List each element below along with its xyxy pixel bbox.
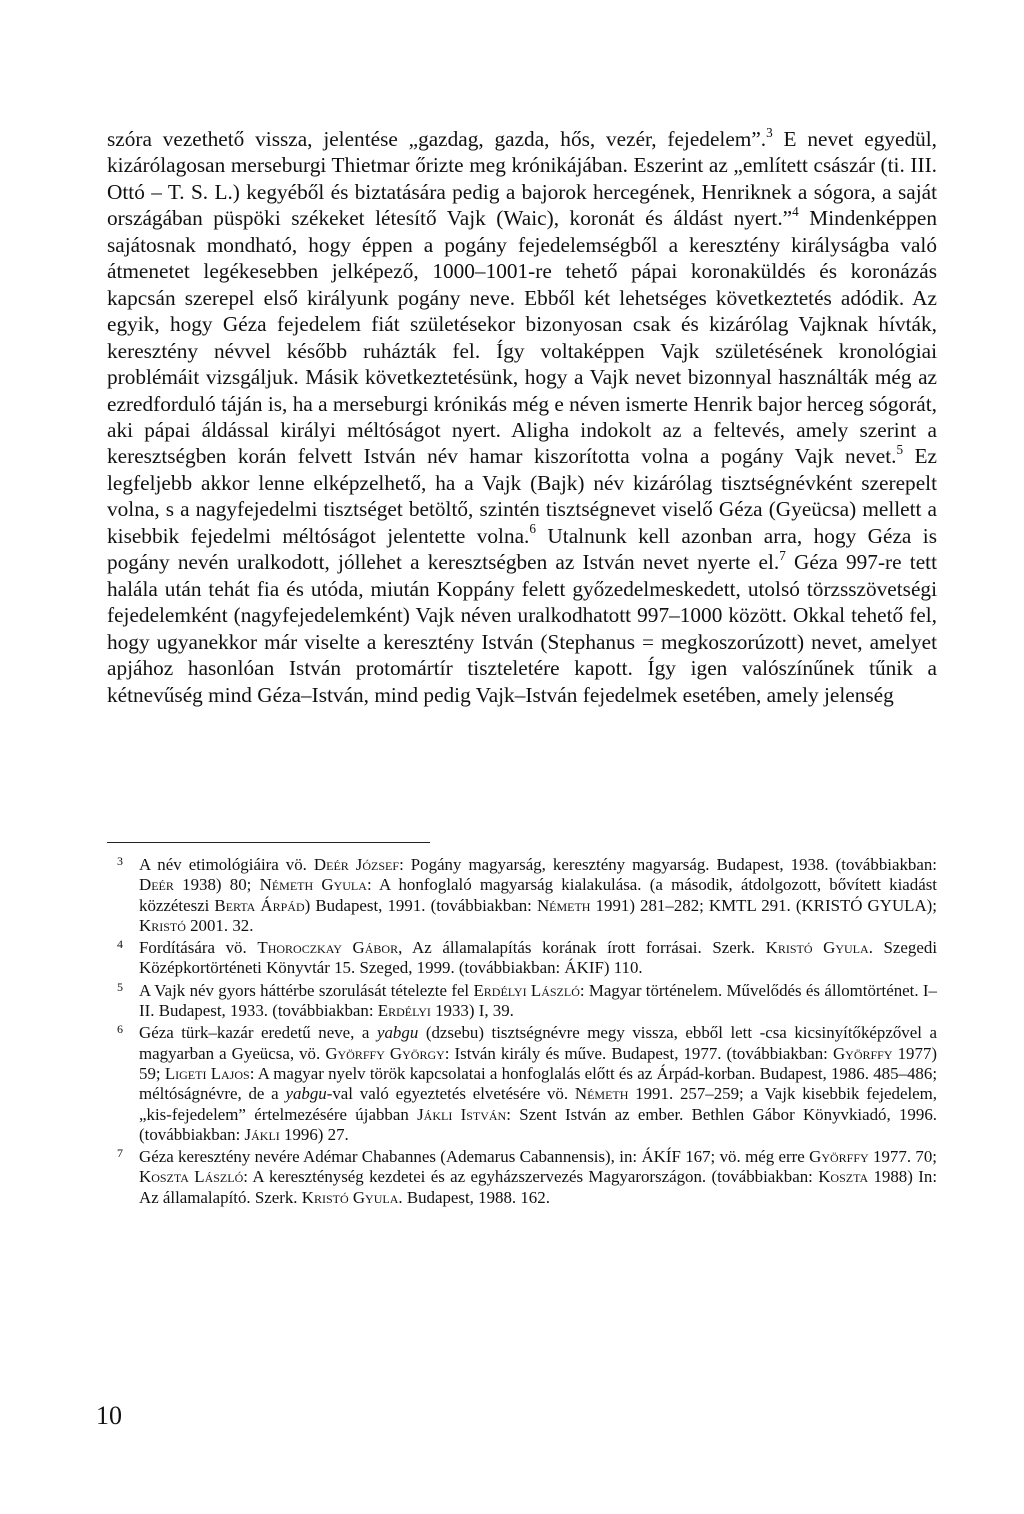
body-paragraph: szóra vezethető vissza, jelentése „gazdag, gazda, hős, vezér, fejedelem”.$^3$ E nevet egyedül, kizárólagosan merseburgi Thietmar őrizte meg krónikájában. Eszerint az „említett császár (ti. III. Ottó – T. S. L.) kegyéből és biztatására pedig a bajorok hercegének, Henriknek a sógora, a saját országában püspöki székeket létesítő Vajk (Waic), koronát és áldást nyert.”$^4$ Mindenképpen sajátosnak mondható, hogy éppen a pogány fejedelemségből a keresztény királyságba való átmenetet legékesebben jelképező, 1000–1001-re tehető pápai koronaküldés és koronázás kapcsán szerepel első királyunk pogány neve. Ebből két lehetséges következtetés adódik. Az egyik, hogy Géza fejedelem fiát születésekor bizonyosan csak és kizárólag Vajknak hívták, keresztény névvel később ruházták fel. Így voltaképpen Vajk születésének kronológiai problémáit vizsgáljuk. Másik következtetésünk, hogy a Vajk nevet bizonnyal használták még az ezredforduló táján is, ha a merseburgi krónikás még e néven ismerte Henrik bajor herceg sógorát, aki pápai áldással királyi méltóságot nyert. Aligha indokolt az a feltevés, amely szerint a keresztségben korán felvett István név hamar kiszorította volna a pogány Vajk nevet.$^5$ Ez legfeljebb akkor lenne elképzelhető, ha a Vajk (Bajk) név kizárólag tisztségnévként szerepelt volna, s a nagyfejedelmi tisztséget betöltő, szintén tisztségnevet viselő Géza (Gyeücsa) mellett a kisebbik fejedelmi méltóságot jelentette volna.$^6$ Utalnunk kell azonban arra, hogy Géza is pogány nevén uralkodott, jóllehet a keresztségben az István nevet nyerte el.$^7$ Géza 997-re tett halála után tehát fia és utóda, miután Koppány felett győzedelmeskedett, utolsó törzsszövetségi fejedelemként (nagyfejedelemként) Vajk néven uralkodhatott 997–1000 között. Okkal tehető fel, hogy ugyanekkor már viselte a keresztény István (Stephanus = megkoszorúzott) nevet, amelyet apjához hasonlóan István protomártír tiszteletére kapott. Így igen valószínűnek tűnik a kétnevűség mind Géza–István, mind pedig Vajk–István fejedelmek esetében, amely jelenség	[107, 124, 938, 707]
footnote-ref-5: 5	[896, 442, 904, 458]
footnote-author-name: Györffy	[832, 1043, 893, 1063]
footnote-author-name: Koszta	[818, 1167, 869, 1187]
footnote-author-name: Thoroczkay Gábor	[257, 938, 399, 958]
footnote-number: 7	[117, 1146, 123, 1161]
footnote-author-name: Koszta László	[139, 1167, 244, 1187]
footnote-number: 3	[117, 854, 123, 868]
footnotes	[107, 855, 937, 1210]
footnote-separator	[107, 842, 430, 843]
footnote-author-name: Györffy	[809, 1147, 869, 1167]
footnote-author-name: Németh	[536, 895, 591, 915]
footnote-author-name: Németh Gyula	[259, 875, 367, 895]
body-text	[107, 126, 937, 708]
footnote-number: 6	[117, 1022, 123, 1037]
footnote-3: 3 A név etimológiáira vö. Deér József: Pogány magyarság, keresztény magyarság. Budapest, 1938. (továbbiakban: Deér 1938) 80; Németh Gyula: A honfoglaló magyarság kialakulása. (a második, átdolgozott, bővített kiadást közzéteszi Berta Árpád) Budapest, 1991. (továbbiakban: Németh 1991) 281–282; KMTL 291. (KRISTÓ GYULA); Kristó 2001. 32.	[107, 855, 937, 936]
footnote-author-name: Györffy György	[325, 1043, 445, 1063]
footnote-6: 6 Géza türk–kazár eredetű neve, a yabgu (dzsebu) tisztségnévre megy vissza, ebből lett -csa kicsinyítőképzővel a magyarban a Gyeücsa, vö. Györffy György: István király és műve. Budapest, 1977. (továbbiakban: Györffy 1977) 59; Ligeti Lajos: A magyar nyelv török kapcsolatai a honfoglalás előtt és az Árpád-korban. Budapest, 1986. 485–486; méltóságnévre, de a yabgu-val való egyeztetés elvetésére vö. Németh 1991. 257–259; a Vajk kisebbik fejedelem, „kis-fejedelem” értelmezésére újabban Jákli István: Szent István az ember. Bethlen Gábor Könyvkiadó, 1996. (továbbiakban: Jákli 1996) 27.	[107, 1023, 937, 1145]
footnote-author-name: Németh	[574, 1084, 629, 1104]
page-number: 10	[96, 1401, 122, 1430]
footnote-author-name: Ligeti Lajos	[164, 1063, 250, 1083]
footnote-author-name: Erdélyi	[377, 1001, 431, 1021]
footnote-4: 4 Fordítására vö. Thoroczkay Gábor, Az államalapítás korának írott forrásai. Szerk. Kristó Gyula. Szegedi Középkortörténeti Könyvtár 15. Szeged, 1999. (továbbiakban: ÁKIF) 110.	[107, 938, 937, 979]
footnote-number: 5	[117, 979, 123, 994]
footnote-number: 4	[117, 937, 123, 952]
footnote-author-name: Deér József	[313, 855, 400, 874]
footnote-7: 7 Géza keresztény nevére Adémar Chabannes (Ademarus Cabannensis), in: ÁKÍF 167; vö. még erre Györffy 1977. 70; Koszta László: A kereszténység kezdetei és az egyházszervezés Magyarországon. (továbbiakban: Koszta 1988) In: Az államalapító. Szerk. Kristó Gyula. Budapest, 1988. 162.	[107, 1147, 937, 1208]
footnote-author-name: Berta Árpád	[214, 895, 305, 915]
footnote-author-name: Kristó	[139, 915, 186, 935]
footnote-author-name: Deér	[139, 875, 174, 895]
footnote-italic-term: yabgu	[376, 1023, 419, 1043]
footnote-ref-7: 7	[779, 547, 786, 563]
footnote-ref-6: 6	[529, 521, 536, 537]
footnote-ref-4: 4	[792, 203, 799, 219]
footnote-ref-3: 3	[766, 124, 773, 140]
footnote-author-name: Jákli István	[417, 1104, 507, 1124]
footnote-italic-term: yabgu	[285, 1084, 327, 1104]
footnote-author-name: Jákli	[244, 1124, 280, 1144]
footnote-author-name: Kristó Gyula	[301, 1187, 399, 1207]
footnote-5: 5 A Vajk név gyors háttérbe szorulását tételezte fel Erdélyi László: Magyar történelem. Művelődés és állomtörténet. I–II. Budapest, 1933. (továbbiakban: Erdélyi 1933) I, 39.	[107, 981, 937, 1022]
footnote-author-name: Erdélyi László	[473, 980, 580, 1000]
footnote-author-name: Kristó Gyula	[765, 938, 869, 958]
